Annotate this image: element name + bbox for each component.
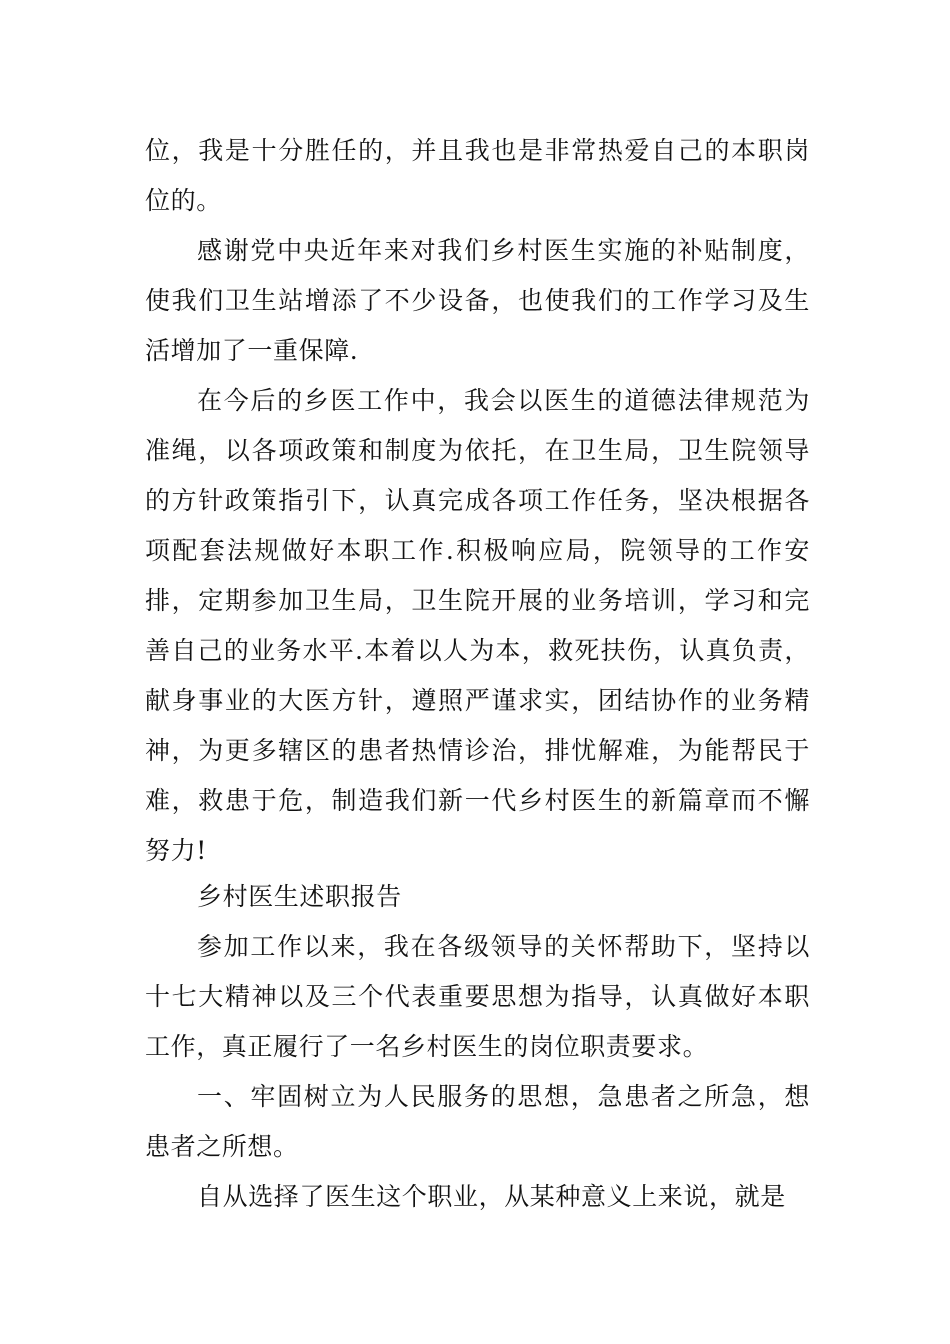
section-heading: 乡村医生述职报告 <box>197 882 402 911</box>
paragraph-point-one: 一、牢固树立为人民服务的思想，急患者之所急，想患者之所想。 <box>145 1082 810 1161</box>
paragraph-continuation: 位，我是十分胜任的，并且我也是非常热爱自己的本职岗位的。 <box>145 136 810 215</box>
paragraph-future-work: 在今后的乡医工作中，我会以医生的道德法律规范为准绳，以各项政策和制度为依托，在卫生局，卫生院领导的方针政策指引下，认真完成各项工作任务，坚决根据各项配套法规做好本职工作.积极响应局，院领导的工作安排，定期参加卫生局，卫生院开展的业务培训，学习和完善自己的业务水平.本着以人为本，救死扶伤，认真负责，献身事业的大医方针，遵照严谨求实，团结协作的业务精神，为更多辖区的患者热情诊治，排忧解难，为能帮民于难，救患于危，制造我们新一代乡村医生的新篇章而不懈努力! <box>145 386 810 865</box>
paragraph-career: 自从选择了医生这个职业，从某种意义上来说，就是 <box>197 1182 786 1211</box>
paragraph-subsidy: 感谢党中央近年来对我们乡村医生实施的补贴制度，使我们卫生站增添了不少设备，也使我们的工作学习及生活增加了一重保障. <box>145 236 810 365</box>
paragraph-intro: 参加工作以来，我在各级领导的关怀帮助下，坚持以十七大精神以及三个代表重要思想为指导，认真做好本职工作，真正履行了一名乡村医生的岗位职责要求。 <box>145 932 810 1061</box>
